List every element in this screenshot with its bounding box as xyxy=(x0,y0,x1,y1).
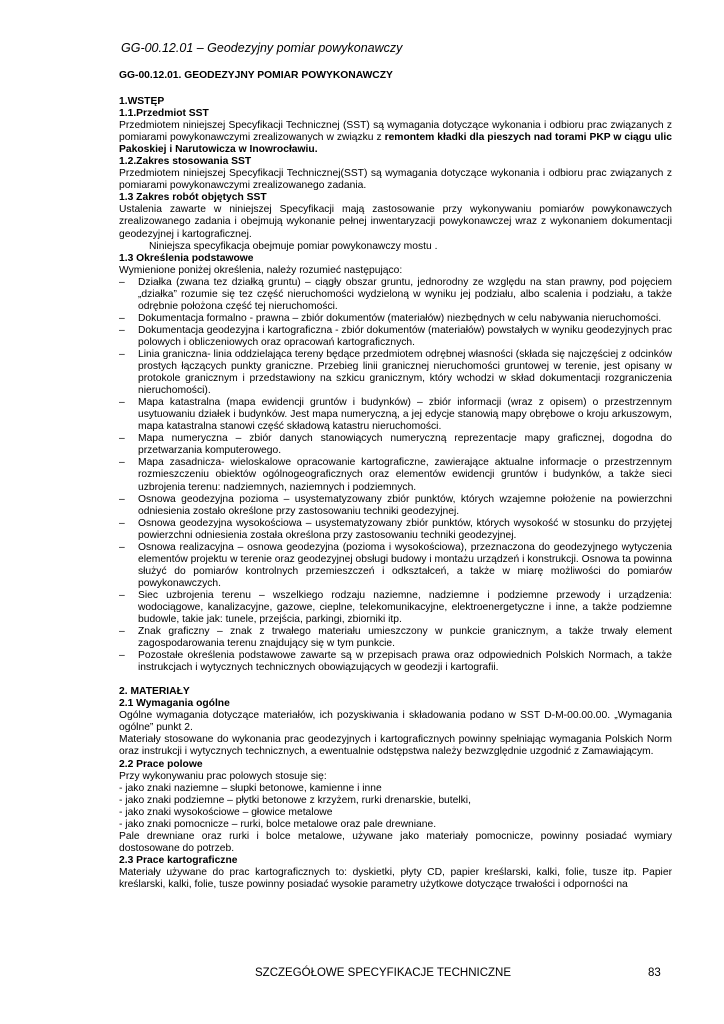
paragraph-2-2: Pale drewniane oraz rurki i bolce metalowe, używane jako materiały pomocnicze, powinny posiadać wymiary dostosowane do potrzeb. xyxy=(119,830,672,854)
document-body xyxy=(119,96,672,891)
paragraph-1-1-emphasis: remontem kładki dla pieszych nad torami PKP w ciągu ulic Pakoskiej i Narutowicza w Inowrocławiu. xyxy=(119,132,672,156)
paragraph-1-3-note: Niniejsza specyfikacja obejmuje pomiar powykonawczy mostu . xyxy=(149,240,438,252)
section-heading-2-3: 2.3 Prace kartograficzne xyxy=(119,854,238,866)
list-item-text: Linia graniczna- linia oddzielająca tereny będące przedmiotem odrębnej własności (składa się najczęściej z odcinków prostych łączących punkty graniczne. Przebieg linii granicznej nieruchomości gruntowej w terenie, jest opisany w protokole granicznym i przedstawiony na szkicu granicznym, który wchodzi w skład dokumentacji rozgraniczenia nieruchomości). xyxy=(138,348,673,397)
section-heading-1-3: 1.3 Zakres robót objętych SST xyxy=(119,192,267,204)
list-item-text: Pozostałe określenia podstawowe zawarte są w przepisach prawa oraz odpowiednich Polskich Normach, a także instrukcjach i wytycznych technicznych obowiązujących w geodezji i kartografii. xyxy=(138,650,672,674)
list-item-text: Działka (zwana tez działką gruntu) – ciągły obszar gruntu, jednorodny ze względu na stan prawny, pod pojęciem „działka” rozumie się tez część nieruchomości wydzieloną w wyniku jej podziału, albo scalenia i podziału, a także odrębnie położona część tej nieruchomości. xyxy=(138,276,672,312)
document-title: GG-00.12.01. GEODEZYJNY POMIAR POWYKONAWCZY xyxy=(119,70,393,81)
definitions-intro: Wymienione poniżej określenia, należy rozumieć następująco: xyxy=(119,264,403,276)
list-item xyxy=(119,626,672,650)
dash-bullet: – xyxy=(119,650,125,662)
list-item-text: Mapa numeryczna – zbiór danych stanowiących numeryczną reprezentacje mapy graficznej, dogodna do przetwarzania komputerowego. xyxy=(138,433,672,457)
running-header: GG-00.12.01 – Geodezyjny pomiar powykonawczy xyxy=(121,41,403,55)
list-item xyxy=(119,590,672,626)
dash-bullet: – xyxy=(119,348,125,360)
paragraph-1-1-text: Przedmiotem niniejszej Specyfikacji Technicznej (SST) są wymagania dotyczące wykonania i odbioru prac związanych z pomiarami powykonawczymi zrealizowanych w związku z xyxy=(119,120,672,144)
list-item xyxy=(119,457,672,493)
list-item: - jako znaki naziemne – słupki betonowe, kamienne i inne xyxy=(119,782,382,794)
paragraph-2-3: Materiały używane do prac kartograficznych to: dyskietki, płyty CD, papier kreślarski, kalki, folie, tusze itp. Papier kreślarski, kalki, folie, tusze powinny posiadać wysokie parametry użytkowe dotyczące trwałości i odporności na xyxy=(119,866,672,890)
dash-bullet: – xyxy=(119,324,125,336)
dash-bullet: – xyxy=(119,433,125,445)
list-item-text: Znak graficzny – znak z trwałego materiału umieszczony w punkcie granicznym, a także trwały element zagospodarowania terenu znajdujący się w tym punkcie. xyxy=(138,626,672,650)
section-heading-1-1: 1.1.Przedmiot SST xyxy=(119,108,209,120)
list-item-text: Osnowa geodezyjna pozioma – usystematyzowany zbiór punktów, których wzajemne położenie na powierzchni odniesienia zostało określone przy zastosowaniu techniki geodezyjnej. xyxy=(138,493,672,517)
section-heading-2: 2. MATERIAŁY xyxy=(119,686,190,698)
definitions-list xyxy=(119,277,672,675)
list-item xyxy=(119,325,672,349)
page-number: 83 xyxy=(648,967,661,979)
list-item-text: Mapa zasadnicza- wieloskalowe opracowanie kartograficzne, zawierające aktualne informacje o przestrzennym rozmieszczeniu obiektów ogólnogeograficznych oraz elementów ewidencji gruntów i budynków, a także sieci uzbrojenia terenu: nadziemnych, naziemnych i podziemnych. xyxy=(138,457,672,493)
list-item: - jako znaki wysokościowe – głowice metalowe xyxy=(119,806,333,818)
paragraph-1-1 xyxy=(119,120,672,156)
list-item-text: Dokumentacja geodezyjna i kartograficzna - zbiór dokumentów (materiałów) powstałych w wyniku geodezyjnych prac polowych i obliczeniowych oraz opracowań kartograficznych. xyxy=(138,324,672,348)
list-item-text: Osnowa realizacyjna – osnowa geodezyjna (pozioma i wysokościowa), przeznaczona do geodezyjnego wytyczenia elementów projektu w terenie oraz geodezyjnej obsługi budowy i montażu urządzeń i konstrukcji. Osnowa ta powinna służyć do pomiarów kontrolnych przemieszczeń i odkształceń, a także w miarę możliwości do pomiarów powykonawczych. xyxy=(138,541,673,589)
list-item xyxy=(119,494,672,518)
dash-bullet: – xyxy=(119,457,125,469)
list-item-text: Dokumentacja formalno - prawna – zbiór dokumentów (materiałów) niezbędnych w celu nabywania nieruchomości. xyxy=(138,312,662,324)
footer-title: SZCZEGÓŁOWE SPECYFIKACJE TECHNICZNE xyxy=(255,967,512,979)
list-item-text: Mapa katastralna (mapa ewidencji gruntów i budynków) – zbiór informacji (wraz z opisem) o przestrzennym usytuowaniu działek i budynków. Jest mapa numeryczną, a jej edycje stanowią mapy obrębowe o kroju arkuszowym, mapa katastralna stanowi część składową katastru nieruchomości. xyxy=(138,397,672,433)
dash-bullet: – xyxy=(119,626,125,638)
list-item xyxy=(119,542,672,590)
list-item xyxy=(119,313,672,325)
section-heading-2-1: 2.1 Wymagania ogólne xyxy=(119,698,230,710)
section-heading-1: 1.WSTĘP xyxy=(119,96,165,107)
dash-bullet: – xyxy=(119,312,125,324)
list-item-text: Osnowa geodezyjna wysokościowa – usystematyzowany zbiór punktów, których wysokość w stosunku do przyjętej powierzchni odniesienia została określona przy zastosowaniu techniki geodezyjnej. xyxy=(138,517,672,541)
dash-bullet: – xyxy=(119,541,125,553)
list-item: - jako znaki pomocnicze – rurki, bolce metalowe oraz pale drewniane. xyxy=(119,818,437,830)
list-item xyxy=(119,433,672,457)
list-item: - jako znaki podziemne – płytki betonowe z krzyżem, rurki drenarskie, butelki, xyxy=(119,794,471,806)
list-item xyxy=(119,277,672,313)
list-item xyxy=(119,349,672,397)
dash-bullet: – xyxy=(119,493,125,505)
dash-bullet: – xyxy=(119,517,125,529)
list-item-text: Siec uzbrojenia terenu – wszelkiego rodzaju naziemne, nadziemne i podziemne przewody i urządzenia: wodociągowe, kanalizacyjne, gazowe, cieplne, telekomunikacyjne, elektroenergetyczne i inne, a także podziemne budowle, takie jak: tunele, przejścia, parkingi, zbiorniki itp. xyxy=(138,589,672,626)
section-heading-2-2: 2.2 Prace polowe xyxy=(119,758,203,770)
list-item xyxy=(119,397,672,433)
section-heading-1-3b: 1.3 Określenia podstawowe xyxy=(119,252,254,264)
list-item xyxy=(119,518,672,542)
section-spacer xyxy=(119,674,672,686)
section-heading-1-2: 1.2.Zakres stosowania SST xyxy=(119,156,252,168)
list-item xyxy=(119,650,672,674)
dash-bullet: – xyxy=(119,397,125,409)
paragraph-2-1: Ogólne wymagania dotyczące materiałów, ich pozyskiwania i składowania podano w SST D-M-00.00.00. „Wymagania ogólne” punkt 2. xyxy=(119,710,672,734)
paragraph-1-3: Ustalenia zawarte w niniejszej Specyfikacji mają zastosowanie przy wykonywaniu pomiarów powykonawczych zrealizowanego zadania i obejmują wykonanie pełnej inwentaryzacji powykonawczej wraz z wykonaniem dokumentacji geodezyjnej i kartograficznej. xyxy=(119,204,672,240)
dash-bullet: – xyxy=(119,276,125,288)
paragraph-2-2-intro: Przy wykonywaniu prac polowych stosuje się: xyxy=(119,770,327,782)
dash-bullet: – xyxy=(119,589,125,601)
paragraph-2-1b: Materiały stosowane do wykonania prac geodezyjnych i kartograficznych powinny spełniając wymagania Polskich Norm oraz instrukcji i wytycznych technicznych, a ewentualnie odstępstwa należy bezwzględnie uzgodnić z Zamawiającym. xyxy=(119,734,672,758)
paragraph-1-2: Przedmiotem niniejszej Specyfikacji Technicznej(SST) są wymagania dotyczące wykonania i odbioru prac związanych z pomiarami powykonawczymi zrealizowanego zadania. xyxy=(119,168,672,192)
